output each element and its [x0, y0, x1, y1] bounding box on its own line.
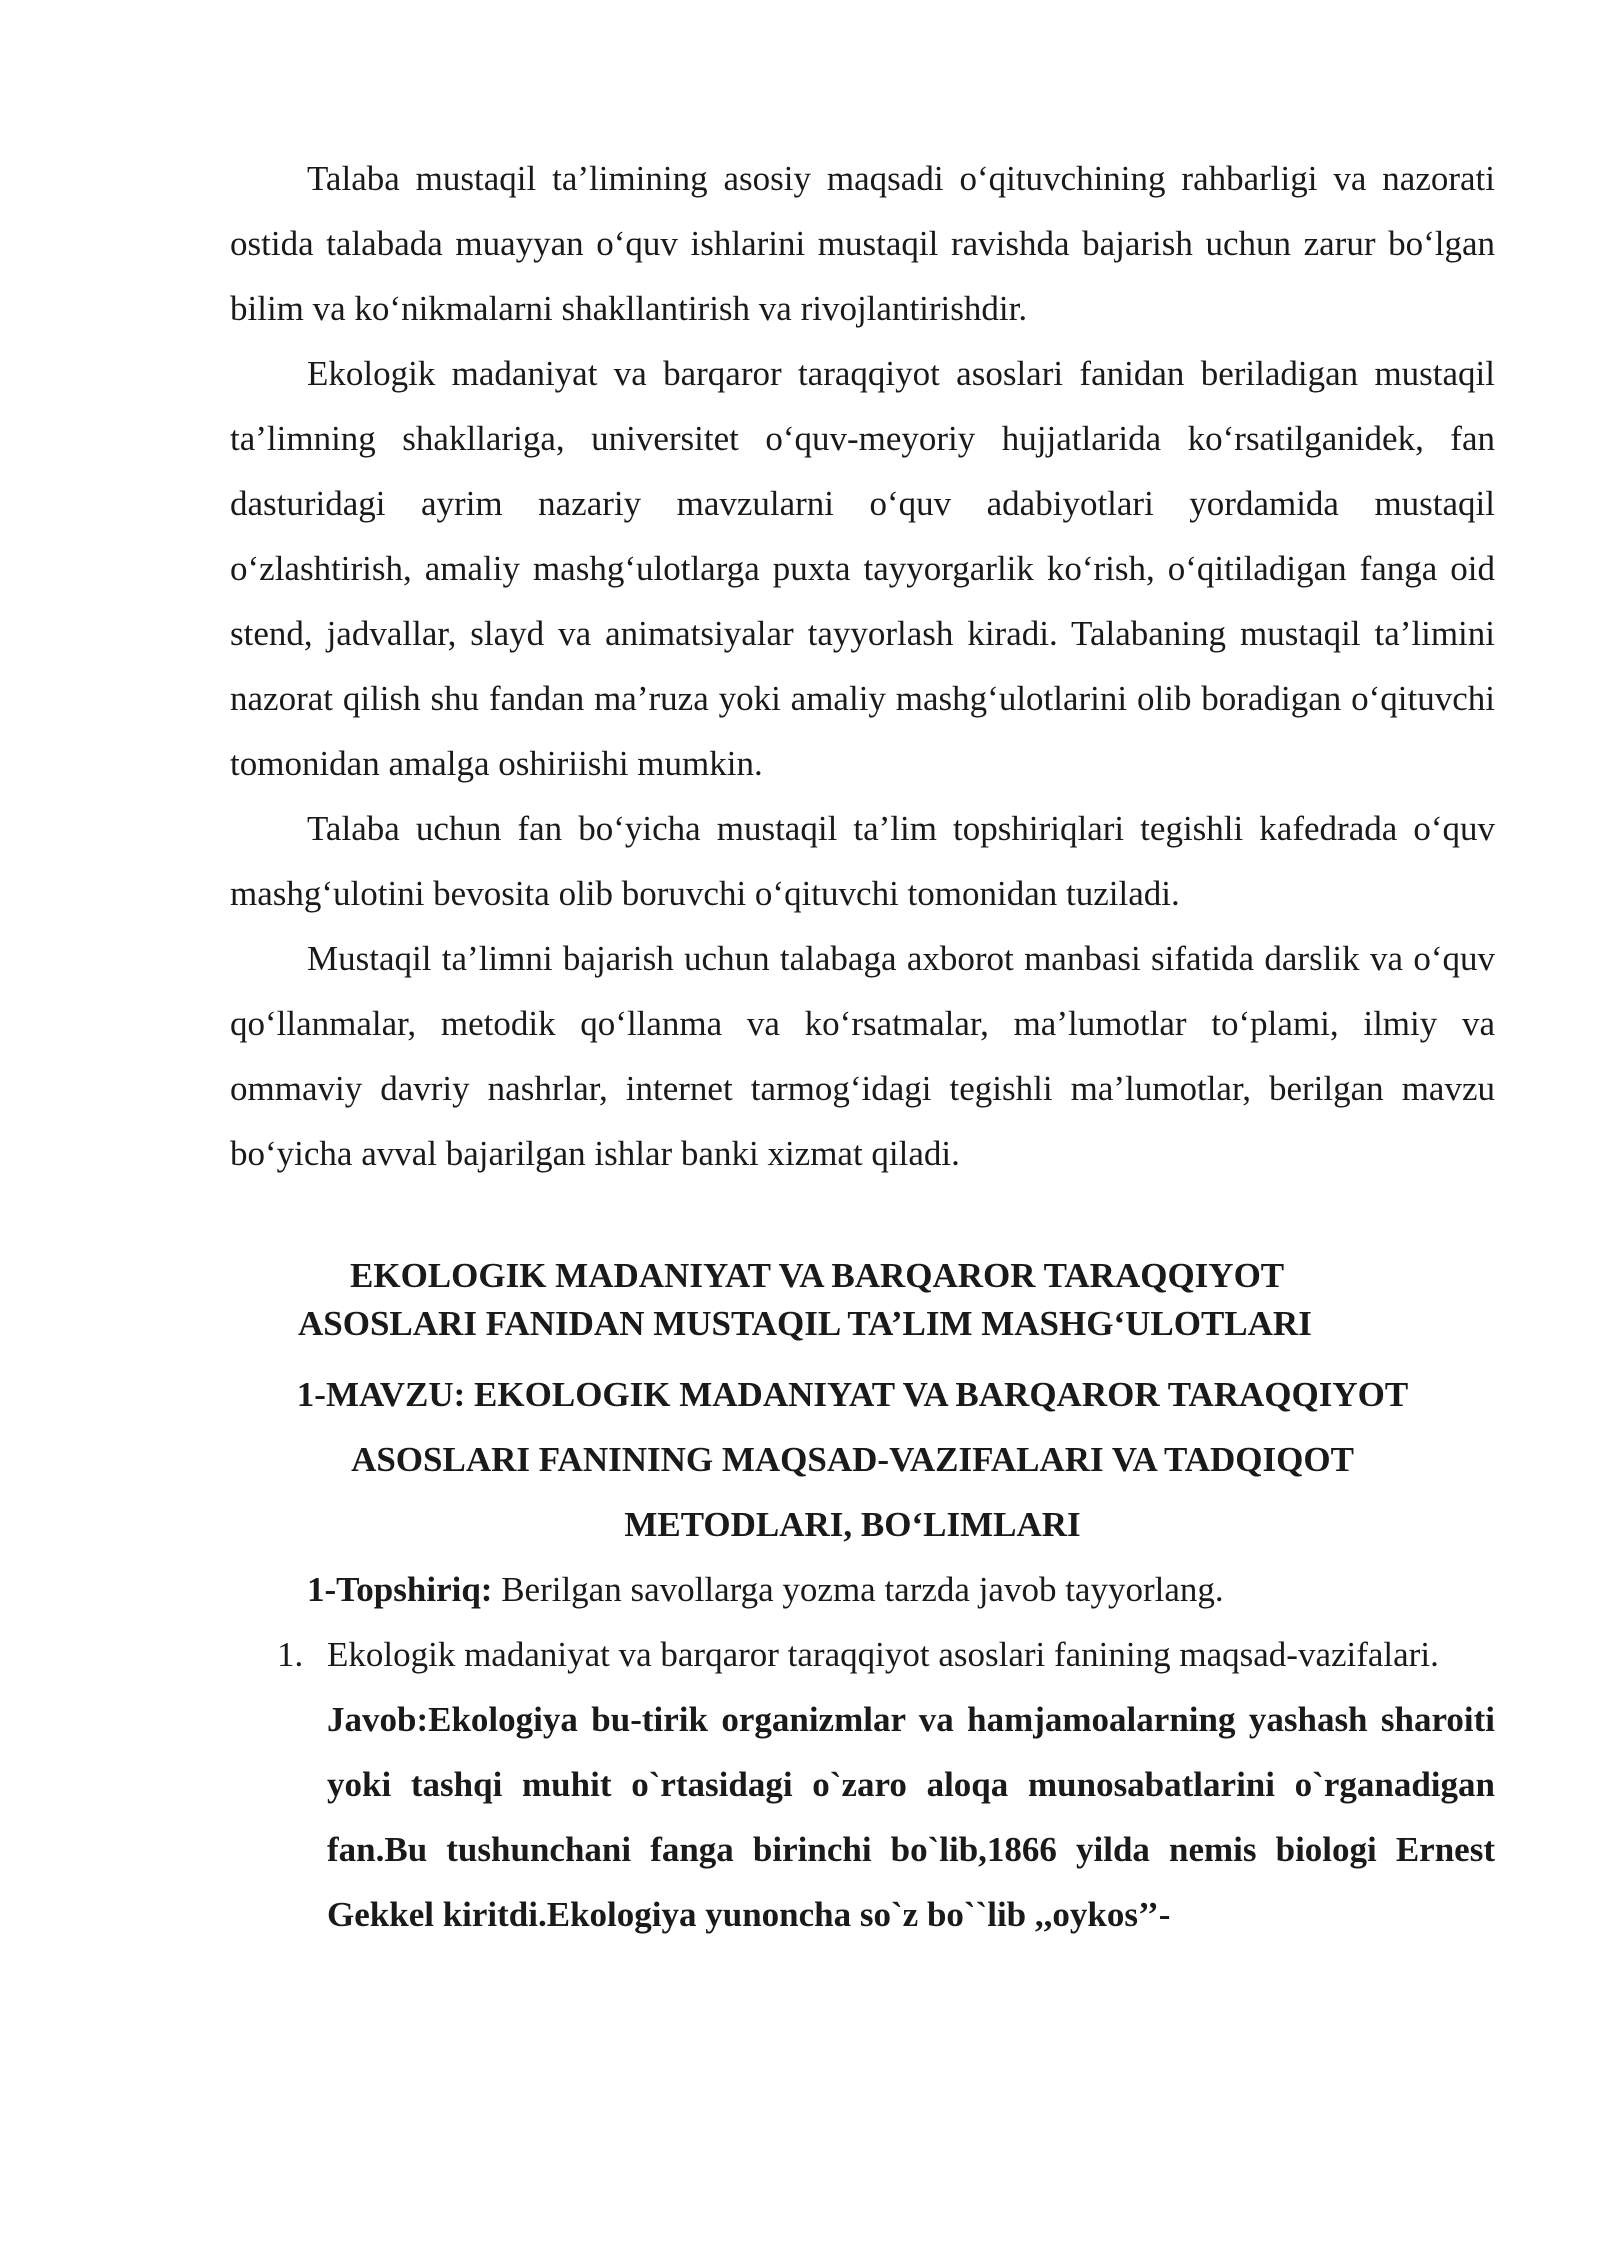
question-list [230, 1622, 1495, 1687]
section-heading [230, 1252, 1495, 1348]
paragraph-sources: Mustaqil ta’limni bajarish uchun talabaga axborot manbasi sifatida darslik va o‘quv qo‘llanmalar, metodik qo‘llanma va ko‘rsatmalar, ma’lumotlar to‘plami, ilmiy va ommaviy davriy nashrlar, internet tarmog‘idagi tegishli ma’lumotlar, berilgan mavzu bo‘yicha avval bajarilgan ishlar banki xizmat qiladi. [230, 939, 1495, 1173]
paragraph-intro: Talaba mustaqil ta’limining asosiy maqsadi o‘qituvchining rahbarligi va nazorati ostida talabada muayyan o‘quv ishlarini mustaqil ravishda bajarish uchun zarur bo‘lgan bilim va ko‘nikmalarni shakllantirish va rivojlantirishdir. [230, 159, 1495, 328]
topic-heading-line-1: 1-MAVZU: EKOLOGIK MADANIYAT VA BARQAROR TARAQQIYOT [296, 1375, 1409, 1414]
answer-text: Javob:Ekologiya bu-tirik organizmlar va hamjamoalarning yashash sharoiti yoki tashqi muhit o`rtasidagi o`zaro aloqa munosabatlarini o`rganadigan fan.Bu tushunchani fanga birinchi bo`lib,1866 yilda nemis biologi Ernest Gekkel kiritdi.Ekologiya yunoncha so`z bo``lib ,,oykos’’- [327, 1700, 1495, 1934]
topic-heading-line-2: ASOSLARI FANINING MAQSAD-VAZIFALARI VA TADQIQOT [351, 1440, 1354, 1479]
task-text: Berilgan savollarga yozma tarzda javob tayyorlang. [492, 1570, 1224, 1609]
paragraph-forms: Ekologik madaniyat va barqaror taraqqiyot asoslari fanidan beriladigan mustaqil ta’limning shakllariga, universitet o‘quv-meyoriy hujjatlarida ko‘rsatilganidek, fan dasturidagi ayrim nazariy mavzularni o‘quv adabiyotlari yordamida mustaqil o‘zlashtirish, amaliy mashg‘ulotlarga puxta tayyorgarlik ko‘rish, o‘qitiladigan fanga oid stend, jadvallar, slayd va animatsiyalar tayyorlash kiradi. Talabaning mustaqil ta’limini nazorat qilish shu fandan ma’ruza yoki amaliy mashg‘ulotlarini olib boradigan o‘qituvchi tomonidan amalga oshiriishi mumkin. [230, 354, 1495, 783]
section-heading-line-1: EKOLOGIK MADANIYAT VA BARQAROR TARAQQIYOT [350, 1256, 1285, 1295]
list-item-text: Ekologik madaniyat va barqaror taraqqiyot asoslari fanining maqsad-vazifalari. [327, 1635, 1439, 1674]
section-heading-line-2: ASOSLARI FANIDAN MUSTAQIL TA’LIM MASHG‘ULOTLARI [298, 1304, 1312, 1343]
topic-heading-line-3: METODLARI, BO‘LIMLARI [624, 1505, 1081, 1544]
document-body [230, 146, 1495, 1947]
task-label: 1-Topshiriq: [307, 1570, 493, 1609]
paragraph-tasks: Talaba uchun fan bo‘yicha mustaqil ta’lim topshiriqlari tegishli kafedrada o‘quv mashg‘ulotini bevosita olib boruvchi o‘qituvchi tomonidan tuziladi. [230, 809, 1495, 913]
list-item-number: 1. [277, 1635, 304, 1674]
topic-heading [210, 1362, 1495, 1557]
task-line [230, 1557, 1495, 1622]
list-item [230, 1622, 1495, 1687]
